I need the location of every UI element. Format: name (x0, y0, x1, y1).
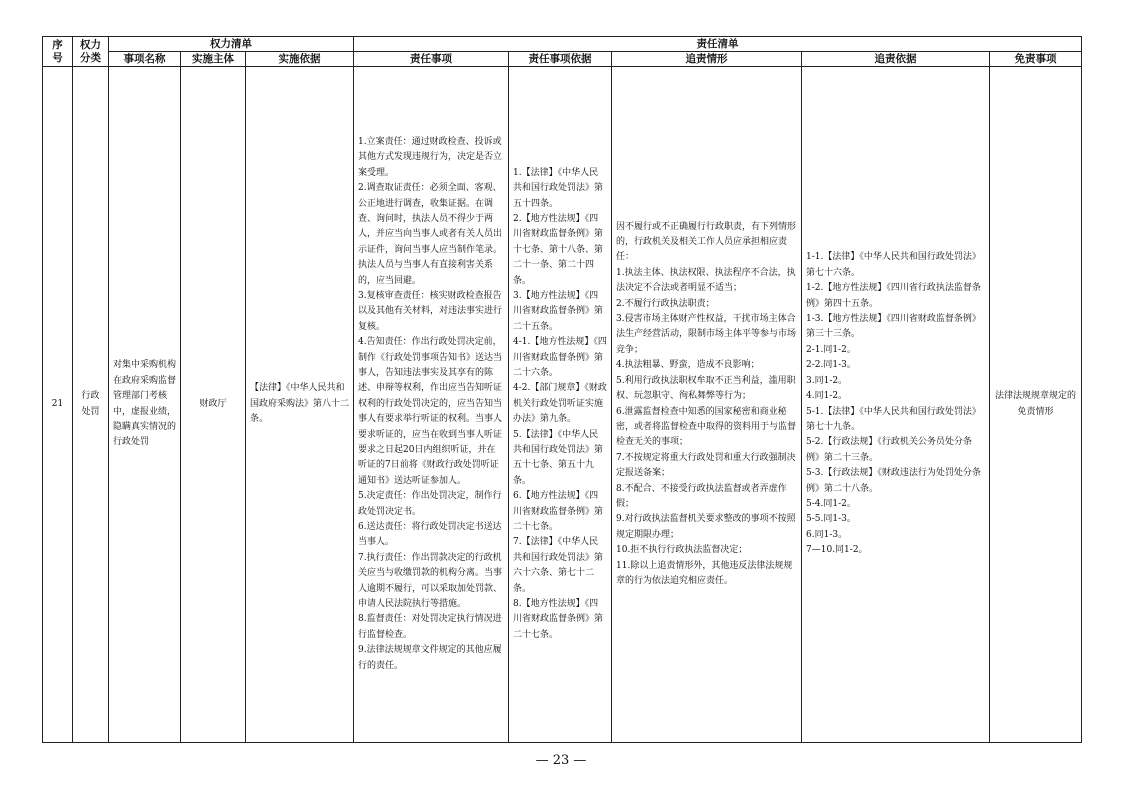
header-seq: 序号 (43, 37, 73, 67)
header-exemption: 免责事项 (990, 52, 1082, 67)
header-basis: 实施依据 (246, 52, 354, 67)
header-accountability: 追责情形 (612, 52, 802, 67)
cell-basis: 【法律】《中华人民共和国政府采购法》第八十二条。 (246, 67, 354, 743)
cell-category: 行政处罚 (73, 67, 109, 743)
cell-subject: 财政厅 (181, 67, 246, 743)
header-responsibility-list: 责任清单 (354, 37, 1082, 52)
cell-seq: 21 (43, 67, 73, 743)
cell-exemption: 法律法规规章规定的免责情形 (990, 67, 1082, 743)
header-category: 权力分类 (73, 37, 109, 67)
responsibility-table (42, 36, 1082, 743)
page-number: — 23 — (535, 753, 587, 768)
cell-item-name: 对集中采购机构在政府采购监督管理部门考核中，虚报业绩，隐瞒真实情况的行政处罚 (109, 67, 181, 743)
header-row-top (43, 37, 1082, 52)
header-row-sub (43, 52, 1082, 67)
header-power-list: 权力清单 (109, 37, 354, 52)
cell-accountability-basis: 1-1.【法律】《中华人民共和国行政处罚法》第七十六条。 1-2.【地方性法规】《四川省行政执法监督条例》第四十五条。 1-3.【地方性法规】《四川省财政监督条例》第三十三条。 2-1.同1-2。 2-2.同1-3。 3.同1-2。 4.同1-2。 5-1.【法律】《中华人民共和国行政处罚法》第七十九条。 5-2.【行政法规】《行政机关公务员处分条例》第二十三条。 5-3.【行政法规】《财政违法行为处罚处分条例》第二十八条。 5-4.同1-2。 5-5.同1-3。 6.同1-3。 7—10.同1-2。 (802, 67, 990, 743)
cell-accountability: 因不履行或不正确履行行政职责，有下列情形的，行政机关及相关工作人员应承担相应责任： 1.执法主体、执法权限、执法程序不合法，执法决定不合法或者明显不适当； 2.不履行行政执法职责； 3.侵害市场主体财产性权益，干扰市场主体合法生产经营活动，限制市场主体平等参与市场竞争； 4.执法粗暴、野蛮，造成不良影响； 5.利用行政执法职权牟取不正当利益，滥用职权、玩忽职守、徇私舞弊等行为； 6.泄露监督检查中知悉的国家秘密和商业秘密，或者将监督检查中取得的资料用于与监督检查无关的事项； 7.不按规定将重大行政处罚和重大行政强制决定报送备案； 8.不配合、不接受行政执法监督或者弄虚作假； 9.对行政执法监督机关要求整改的事项不按照规定期限办理； 10.拒不执行行政执法监督决定； 11.除以上追责情形外，其他违反法律法规规章的行为依法追究相应责任。 (612, 67, 802, 743)
cell-responsibility: 1.立案责任：通过财政检查、投诉或其他方式发现违规行为，决定是否立案受理。 2.调查取证责任：必须全面、客观、公正地进行调查，收集证据。在调查、询问时，执法人员不得少于两人，并应当向当事人或者有关人员出示证件，询问当事人应当制作笔录。执法人员与当事人有直接利害关系的，应当回避。 3.复核审查责任：核实财政检查报告以及其他有关材料，对违法事实进行复核。 4.告知责任：作出行政处罚决定前，制作《行政处罚事项告知书》送达当事人，告知违法事实及其享有的陈述、申辩等权利，作出应当告知听证权利的行政处罚决定的，应当告知当事人有要求举行听证的权利。当事人要求听证的，应当在收到当事人听证要求之日起20日内组织听证，并在听证的7日前将《财政行政处罚听证通知书》送达听证参加人。 5.决定责任：作出处罚决定，制作行政处罚决定书。 6.送达责任：将行政处罚决定书送达当事人。 7.执行责任：作出罚款决定的行政机关应当与收缴罚款的机构分离。当事人逾期不履行，可以采取加处罚款、申请人民法院执行等措施。 8.监督责任：对处罚决定执行情况进行监督检查。 9.法律法规规章文件规定的其他应履行的责任。 (354, 67, 509, 743)
header-responsibility-basis: 责任事项依据 (509, 52, 612, 67)
header-subject: 实施主体 (181, 52, 246, 67)
header-item-name: 事项名称 (109, 52, 181, 67)
header-accountability-basis: 追责依据 (802, 52, 990, 67)
header-responsibility: 责任事项 (354, 52, 509, 67)
table-row (43, 67, 1082, 743)
cell-responsibility-basis: 1.【法律】《中华人民共和国行政处罚法》第五十四条。 2.【地方性法规】《四川省财政监督条例》第十七条、第十八条、第二十一条、第二十四条。 3.【地方性法规】《四川省财政监督条例》第二十五条。 4-1.【地方性法规】《四川省财政监督条例》第二十六条。 4-2.【部门规章】《财政机关行政处罚听证实施办法》第九条。 5.【法律】《中华人民共和国行政处罚法》第五十七条、第五十九条。 6.【地方性法规】《四川省财政监督条例》第二十七条。 7.【法律】《中华人民共和国行政处罚法》第六十六条、第七十二条。 8.【地方性法规】《四川省财政监督条例》第二十七条。 (509, 67, 612, 743)
